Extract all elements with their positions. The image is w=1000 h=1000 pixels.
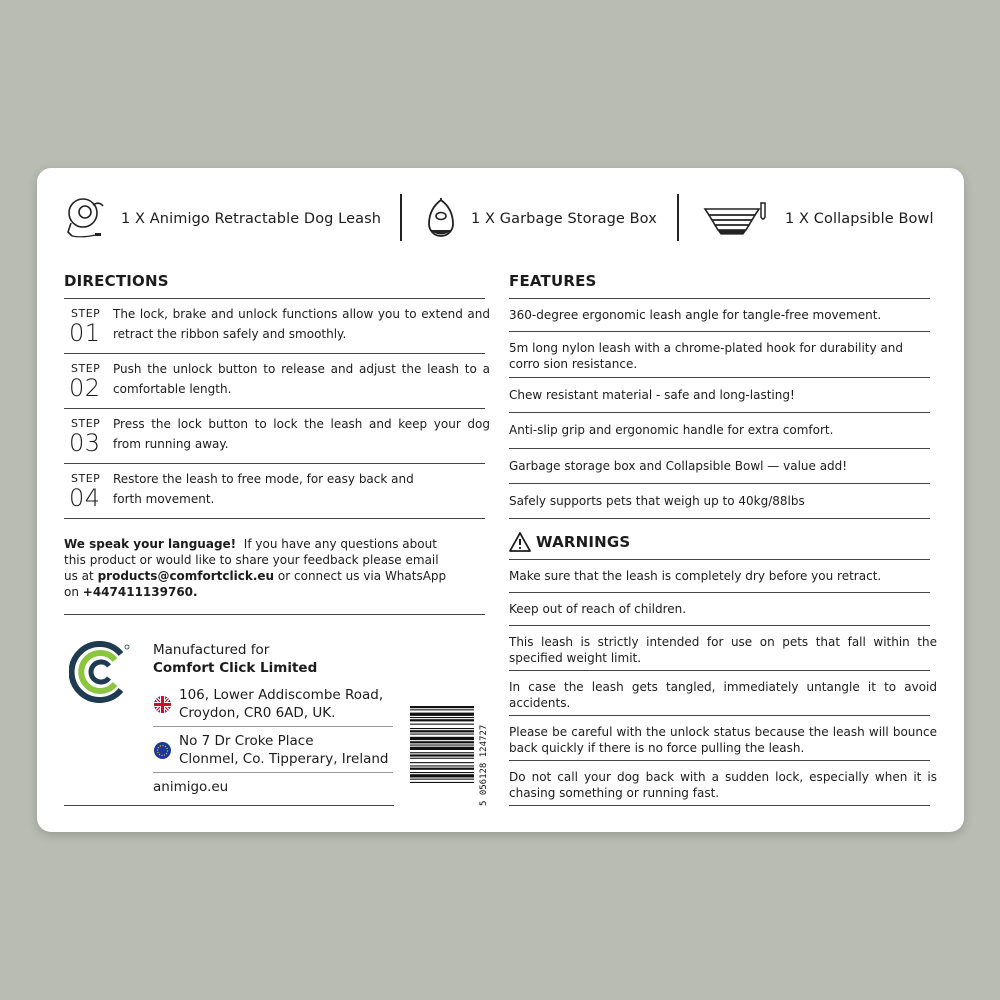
language-text: If you have any questions about this product or would like to share your feedback please email us at	[64, 537, 439, 583]
step-text: Push the unlock button to release and adjust the leash to a comfortable length.	[113, 362, 490, 396]
contents-label-garbage-box: 1 X Garbage Storage Box	[471, 211, 657, 227]
divider	[509, 625, 930, 626]
ie-address	[179, 732, 388, 768]
address-line: No 7 Dr Croke Place	[179, 733, 314, 749]
step-text: Press the lock button to lock the leash and keep your dog from running away.	[113, 417, 490, 451]
warnings-title: WARNINGS	[536, 533, 631, 551]
divider	[509, 298, 930, 299]
divider	[64, 805, 394, 806]
header-divider	[677, 194, 679, 241]
barcode-bar	[410, 768, 474, 770]
divider	[64, 298, 485, 299]
barcode-bar	[410, 730, 474, 732]
website-link[interactable]: animigo.eu	[153, 779, 229, 795]
step-number: 01	[69, 319, 101, 347]
step-label: STEP	[71, 417, 101, 430]
barcode-bar	[410, 754, 474, 756]
header-divider	[400, 194, 402, 241]
step-number: 02	[69, 374, 101, 402]
barcode	[410, 706, 490, 806]
barcode-number: 5 056128 124727	[479, 724, 489, 806]
barcode-bar	[410, 774, 474, 777]
contents-item-garbage-box	[425, 194, 657, 244]
barcode-bar	[410, 737, 474, 740]
company-name: Comfort Click Limited	[153, 660, 318, 676]
manufactured-for-label: Manufactured for	[153, 642, 270, 658]
barcode-bar	[410, 745, 474, 746]
barcode-bar	[410, 713, 474, 716]
feature-item: Garbage storage box and Collapsible Bowl — value add!	[509, 459, 848, 473]
address-line: Clonmel, Co. Tipperary, Ireland	[179, 751, 389, 767]
language-paragraph	[64, 536, 454, 600]
address-line: 106, Lower Addiscombe Road,	[179, 687, 384, 703]
barcode-bar	[410, 741, 474, 743]
product-info-card	[37, 168, 964, 832]
divider	[509, 483, 930, 484]
feature-item: Anti-slip grip and ergonomic handle for extra comfort.	[509, 423, 834, 437]
divider	[509, 559, 930, 560]
warning-item: Keep out of reach of children.	[509, 602, 687, 616]
step-text: The lock, brake and unlock functions allow you to extend and retract the ribbon safely and smoothly.	[113, 307, 490, 341]
barcode-bar	[410, 772, 474, 773]
directions-title: DIRECTIONS	[64, 272, 169, 290]
barcode-bar	[410, 758, 474, 759]
comfort-click-logo	[69, 640, 133, 704]
barcode-bar	[410, 762, 474, 763]
uk-address	[179, 686, 383, 722]
step-label: STEP	[71, 472, 101, 485]
warning-item: Please be careful with the unlock status because the leash will bounce back quickly if there is no force pulling the leash.	[509, 725, 937, 755]
language-text: or connect us via WhatsApp on	[64, 569, 447, 599]
step-label: STEP	[71, 362, 101, 375]
feature-item: 5m long nylon leash with a chrome-plated hook for durability and corro sion resistance.	[509, 341, 903, 371]
address-line: Croydon, CR0 6AD, UK.	[179, 705, 336, 721]
uk-flag-icon	[154, 696, 171, 713]
divider	[153, 726, 393, 727]
feature-item: Safely supports pets that weigh up to 40kg/88lbs	[509, 494, 805, 508]
barcode-bar	[410, 782, 474, 783]
divider	[509, 760, 930, 761]
divider	[64, 353, 485, 354]
divider	[64, 408, 485, 409]
feature-item: Chew resistant material - safe and long-lasting!	[509, 388, 795, 402]
barcode-bar	[410, 724, 474, 725]
feature-item: 360-degree ergonomic leash angle for tangle-free movement.	[509, 308, 882, 322]
step-number: 03	[69, 429, 101, 457]
divider	[509, 331, 930, 332]
eu-flag-icon	[154, 742, 171, 759]
language-lead: We speak your language!	[64, 537, 237, 551]
warning-item: Make sure that the leash is completely dry before you retract.	[509, 569, 882, 583]
divider	[64, 463, 485, 464]
barcode-bar	[410, 728, 474, 729]
barcode-bar	[410, 706, 474, 708]
warning-icon	[509, 532, 531, 552]
barcode-bar	[410, 734, 474, 735]
barcode-bar	[410, 779, 474, 780]
barcode-bar	[410, 765, 474, 766]
barcode-bar	[410, 752, 474, 753]
barcode-bar	[410, 717, 474, 718]
divider	[153, 772, 393, 773]
features-title: FEATURES	[509, 272, 597, 290]
divider	[64, 614, 485, 615]
divider	[509, 805, 930, 806]
step-label: STEP	[71, 307, 101, 320]
divider	[509, 715, 930, 716]
whatsapp-number[interactable]: +447411139760.	[82, 585, 198, 599]
warning-item: Do not call your dog back with a sudden lock, especially when it is chasing something or running fast.	[509, 770, 937, 800]
contact-email[interactable]: products@comfortclick.eu	[97, 569, 275, 583]
retractable-leash-icon	[61, 195, 107, 243]
barcode-bar	[410, 719, 474, 721]
divider	[509, 592, 930, 593]
divider	[509, 518, 930, 519]
warning-item: In case the leash gets tangled, immediately untangle it to avoid accidents.	[509, 680, 937, 710]
barcode-bar	[410, 709, 474, 710]
contents-label-leash: 1 X Animigo Retractable Dog Leash	[121, 211, 382, 227]
divider	[509, 377, 930, 378]
divider	[509, 412, 930, 413]
step-text: Restore the leash to free mode, for easy back and forth movement.	[113, 472, 414, 506]
contents-label-bowl: 1 X Collapsible Bowl	[785, 211, 934, 227]
step-number: 04	[69, 484, 101, 512]
divider	[64, 518, 485, 519]
contents-item-bowl	[703, 194, 934, 244]
barcode-bar	[410, 747, 474, 750]
warning-item: This leash is strictly intended for use on pets that fall within the specified weight limit.	[509, 635, 937, 665]
contents-item-leash	[61, 194, 381, 244]
collapsible-bowl-icon	[703, 199, 769, 239]
garbage-box-icon	[425, 196, 457, 242]
divider	[509, 670, 930, 671]
divider	[509, 448, 930, 449]
